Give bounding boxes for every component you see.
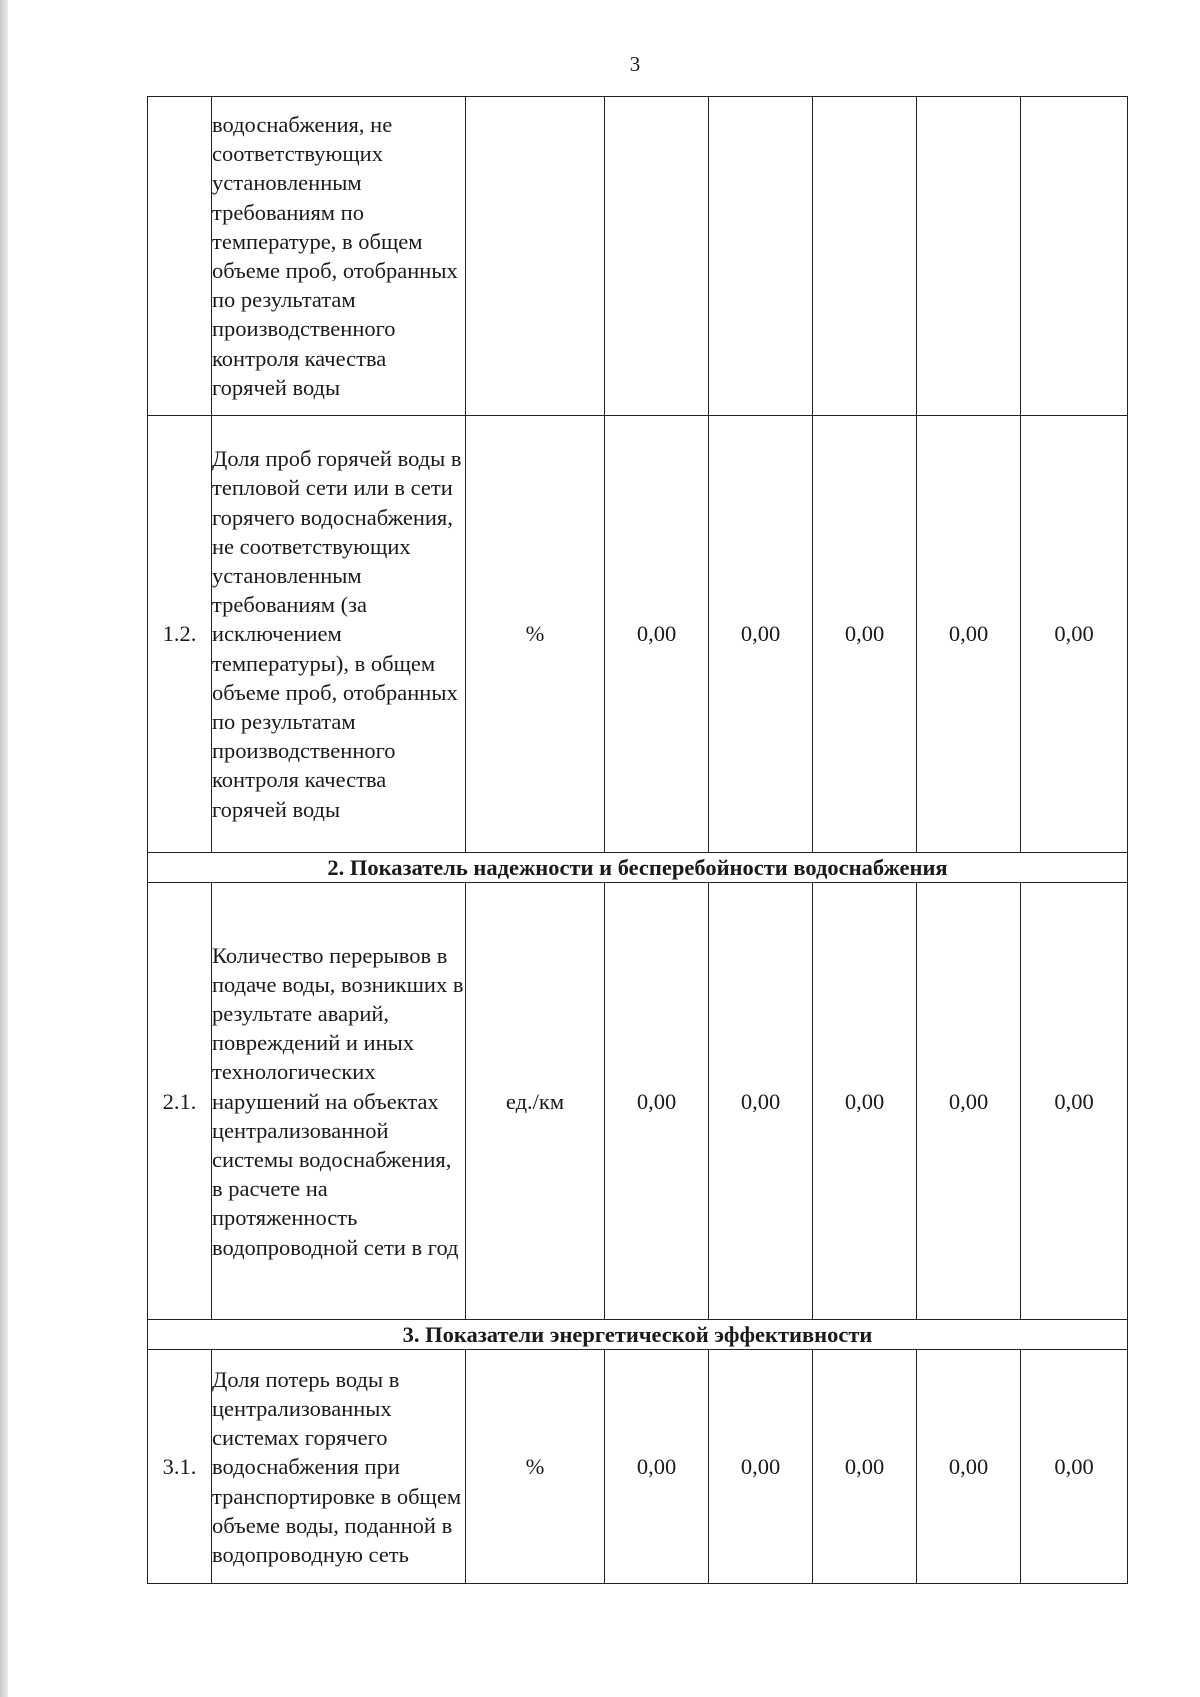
value-cell: 0,00 — [605, 883, 709, 1320]
section-heading: 3. Показатели энергетической эффективности — [148, 1320, 1128, 1350]
indicator-name: водоснабжения, не соответствующих установленным требованиям по температуре, в общем объеме проб, отобранных по результатам производственного контроля качества горячей воды — [212, 97, 466, 416]
indicator-name: Количество перерывов в подаче воды, возникших в результате аварий, повреждений и иных технологических нарушений на объектах централизованной системы водоснабжения, в расчете на протяженность водопроводной сети в год — [212, 883, 466, 1320]
value-cell: 0,00 — [917, 416, 1021, 853]
indicators-table — [147, 96, 1128, 1584]
value-cell — [605, 97, 709, 416]
indicator-name: Доля потерь воды в централизованных системах горячего водоснабжения при транспортировке в общем объеме воды, поданной в водопроводную сеть — [212, 1350, 466, 1584]
unit-cell: ед./км — [466, 883, 605, 1320]
value-cell — [709, 97, 813, 416]
scan-edge — [0, 0, 8, 1697]
value-cell: 0,00 — [917, 883, 1021, 1320]
table-row — [148, 416, 1128, 853]
section-heading: 2. Показатель надежности и бесперебойности водоснабжения — [148, 853, 1128, 883]
row-number — [148, 97, 212, 416]
unit-cell — [466, 97, 605, 416]
value-cell: 0,00 — [605, 1350, 709, 1584]
row-number: 2.1. — [148, 883, 212, 1320]
value-cell: 0,00 — [709, 883, 813, 1320]
value-cell: 0,00 — [813, 416, 917, 853]
value-cell — [1021, 97, 1128, 416]
section-row — [148, 1320, 1128, 1350]
table-row — [148, 97, 1128, 416]
section-row — [148, 853, 1128, 883]
value-cell: 0,00 — [1021, 1350, 1128, 1584]
value-cell: 0,00 — [813, 1350, 917, 1584]
value-cell — [813, 97, 917, 416]
value-cell: 0,00 — [605, 416, 709, 853]
page-number: 3 — [629, 52, 641, 76]
unit-cell: % — [466, 1350, 605, 1584]
indicator-name: Доля проб горячей воды в тепловой сети или в сети горячего водоснабжения, не соответствующих установленным требованиям (за исключением температуры), в общем объеме проб, отобранных по результатам производственного контроля качества горячей воды — [212, 416, 466, 853]
row-number: 3.1. — [148, 1350, 212, 1584]
value-cell: 0,00 — [1021, 883, 1128, 1320]
value-cell — [917, 97, 1021, 416]
value-cell: 0,00 — [917, 1350, 1021, 1584]
row-number: 1.2. — [148, 416, 212, 853]
value-cell: 0,00 — [709, 416, 813, 853]
value-cell: 0,00 — [709, 1350, 813, 1584]
value-cell: 0,00 — [813, 883, 917, 1320]
table-row — [148, 883, 1128, 1320]
unit-cell: % — [466, 416, 605, 853]
value-cell: 0,00 — [1021, 416, 1128, 853]
table-row — [148, 1350, 1128, 1584]
